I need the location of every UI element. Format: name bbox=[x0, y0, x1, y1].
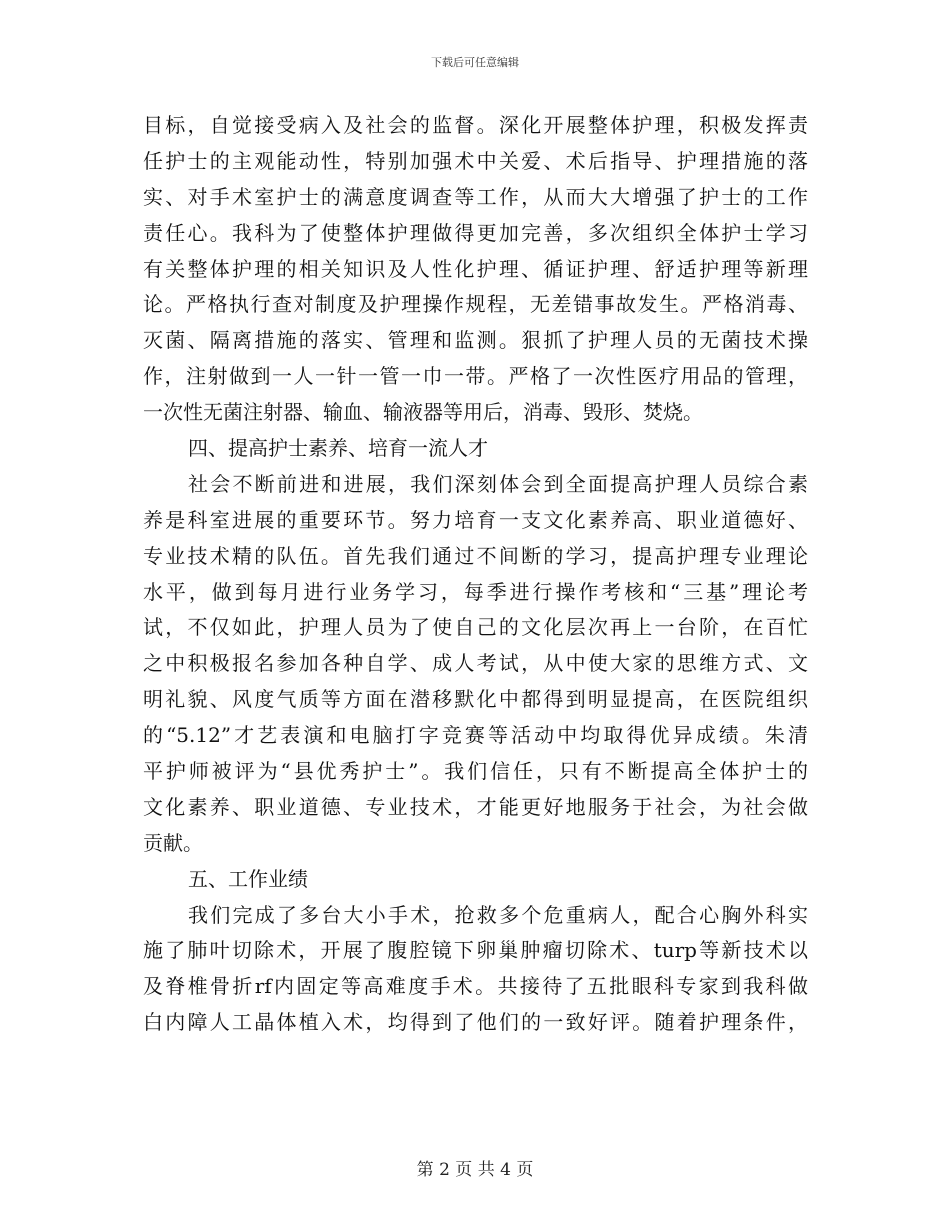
text-line: 有关整体护理的相关知识及人性化护理、循证护理、舒适护理等新理 bbox=[143, 256, 808, 281]
text-line: 实、对手术室护士的满意度调查等工作，从而大大增强了护士的工作 bbox=[143, 184, 808, 209]
text-line: 明礼貌、风度气质等方面在潜移默化中都得到明显提高，在医院组织 bbox=[143, 687, 808, 712]
text-line: 白内障人工晶体植入术，均得到了他们的一致好评。随着护理条件， bbox=[143, 1010, 808, 1035]
text-line: 论。严格执行查对制度及护理操作规程，无差错事故发生。严格消毒、 bbox=[143, 292, 808, 317]
text-line: 施了肺叶切除术，开展了腹腔镜下卵巢肿瘤切除术、turp等新技术以 bbox=[143, 938, 808, 963]
text-line: 养是科室进展的重要环节。努力培育一支文化素养高、职业道德好、 bbox=[143, 507, 808, 532]
document-body bbox=[143, 108, 808, 1041]
text-line: 责任心。我科为了使整体护理做得更加完善，多次组织全体护士学习 bbox=[143, 220, 808, 245]
section-heading: 五、工作业绩 bbox=[188, 866, 308, 891]
text-line: 平护师被评为“县优秀护士”。我们信任，只有不断提高全体护士的 bbox=[143, 759, 808, 784]
text-line: 作，注射做到一人一针一管一巾一带。严格了一次性医疗用品的管理， bbox=[143, 364, 808, 389]
text-line: 水平，做到每月进行业务学习，每季进行操作考核和“三基”理论考 bbox=[143, 579, 808, 604]
text-line: 专业技术精的队伍。首先我们通过不间断的学习，提高护理专业理论 bbox=[143, 543, 808, 568]
page-footer: 第 2 页 共 4 页 bbox=[416, 1160, 534, 1180]
text-line: 的“5.12”才艺表演和电脑打字竞赛等活动中均取得优异成绩。朱清 bbox=[143, 723, 808, 748]
page-header: 下载后可任意编辑 bbox=[431, 56, 519, 69]
section-heading: 四、提高护士素养、培育一流人才 bbox=[188, 436, 488, 461]
text-line: 文化素养、职业道德、专业技术，才能更好地服务于社会，为社会做 bbox=[143, 794, 808, 819]
text-line: 目标，自觉接受病入及社会的监督。深化开展整体护理，积极发挥责 bbox=[143, 113, 808, 137]
text-line: 之中积极报名参加各种自学、成人考试，从中使大家的思维方式、文 bbox=[143, 651, 808, 676]
text-line: 贡献。 bbox=[143, 830, 203, 855]
text-line: 试，不仅如此，护理人员为了使自己的文化层次再上一台阶，在百忙 bbox=[143, 615, 808, 640]
text-line: 及脊椎骨折rf内固定等高难度手术。共接待了五批眼科专家到我科做 bbox=[143, 974, 808, 999]
text-line: 任护士的主观能动性，特别加强术中关爱、术后指导、护理措施的落 bbox=[143, 148, 808, 173]
text-line: 一次性无菌注射器、输血、输液器等用后，消毒、毁形、焚烧。 bbox=[143, 400, 703, 425]
text-line: 灭菌、隔离措施的落实、管理和监测。狠抓了护理人员的无菌技术操 bbox=[143, 328, 808, 353]
text-line: 我们完成了多台大小手术，抢救多个危重病人，配合心胸外科实 bbox=[188, 902, 808, 927]
text-line: 社会不断前进和进展，我们深刻体会到全面提高护理人员综合素 bbox=[188, 471, 808, 496]
